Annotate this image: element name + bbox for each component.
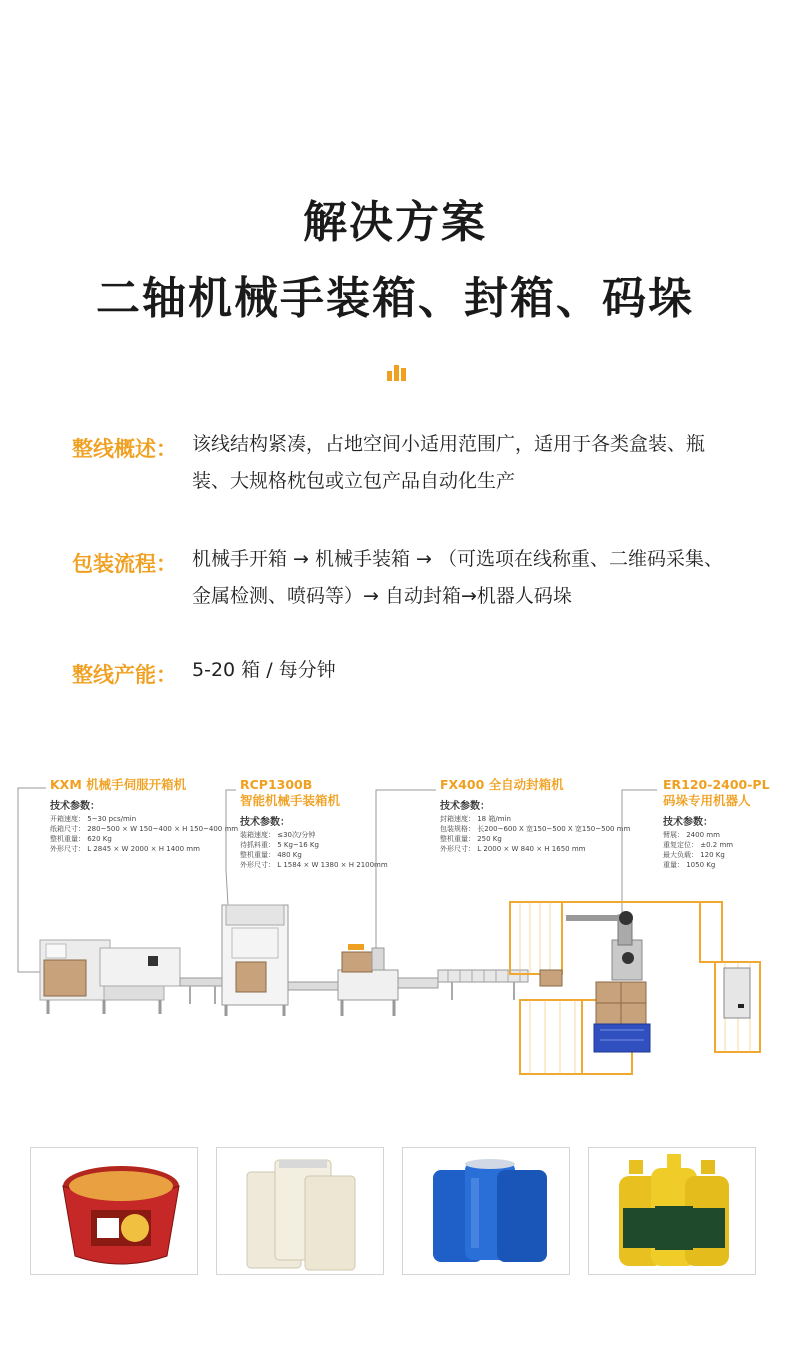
params-title: 技术参数： (50, 801, 100, 812)
param-line: 装箱速度： ≤30次/分钟 (240, 831, 316, 839)
param-line: 纸箱尺寸： 280~500 × W 150~400 × H 150~400 mm (50, 825, 239, 833)
capacity-label: 整线产能： (72, 663, 177, 687)
overview-text: 该线结构紧凑，占地空间小适用范围广，适用于各类盒装、瓶装、大规格枕包或立包产品自动化生产 (192, 433, 706, 492)
case-packer-machine (222, 905, 338, 1016)
capacity-text: 5-20 箱 / 每分钟 (192, 659, 336, 681)
self-heating-hotpot-box-icon (31, 1148, 197, 1274)
blue-cans-icon (403, 1148, 569, 1274)
machine-name: FX400 全自动封箱机 (440, 777, 564, 792)
process-label: 包装流程： (72, 552, 177, 576)
param-line: 整机重量： 620 Kg (50, 835, 112, 843)
machine-name-2: 智能机械手装箱机 (240, 793, 341, 808)
machine-name-2: 码垛专用机器人 (663, 793, 751, 808)
params-title: 技术参数： (663, 817, 713, 828)
machine-name: RCP1300B (240, 777, 313, 792)
param-line: 整机重量： 480 Kg (240, 851, 302, 859)
param-line: 封箱速度： 18 箱/min (440, 815, 511, 823)
param-line: 包装规格： 长200~600 X 宽150~500 X 宽150~500 mm (440, 825, 631, 833)
param-line: 外形尺寸： L 1584 × W 1380 × H 2100mm (240, 861, 388, 869)
param-line: 臂展： 2400 mm (663, 831, 720, 839)
param-line: 外形尺寸： L 2000 × W 840 × H 1650 mm (440, 845, 586, 853)
case-erector-machine (40, 940, 180, 1014)
param-line: 待抓料重： 5 Kg~16 Kg (240, 841, 319, 849)
param-line: 重复定位： ±0.2 mm (663, 841, 734, 849)
overview-label: 整线概述： (72, 437, 177, 461)
product-card-rice (216, 1147, 384, 1275)
production-line-illustration (0, 760, 790, 1080)
page-title: 解决方案 (303, 197, 487, 248)
param-line: 外形尺寸： L 2845 × W 2000 × H 1400 mm (50, 845, 200, 853)
palletizing-cell (510, 902, 760, 1074)
param-line: 整机重量： 250 Kg (440, 835, 502, 843)
vacuum-rice-pack-icon (217, 1148, 383, 1274)
params-title: 技术参数： (240, 817, 290, 828)
oil-bottles-icon (589, 1148, 755, 1274)
param-line: 开箱速度： 5~30 pcs/min (50, 815, 137, 823)
process-text: 机械手开箱 → 机械手装箱 → （可选项在线称重、二维码采集、金属检测、喷码等）→ 自动封箱→机器人码垛 (192, 548, 723, 607)
page-subtitle: 二轴机械手装箱、封箱、码垛 (96, 273, 694, 324)
product-card-cans (402, 1147, 570, 1275)
case-sealer-machine (338, 944, 438, 1016)
bar-divider-icon (387, 365, 411, 381)
machine-name: ER120-2400-PL (663, 777, 770, 792)
param-line: 最大负载： 120 Kg (663, 851, 725, 859)
product-card-hotpot (30, 1147, 198, 1275)
machine-name: KXM 机械手伺服开箱机 (50, 777, 187, 792)
params-title: 技术参数： (440, 801, 490, 812)
product-card-oil (588, 1147, 756, 1275)
param-line: 重量： 1050 Kg (663, 861, 716, 869)
